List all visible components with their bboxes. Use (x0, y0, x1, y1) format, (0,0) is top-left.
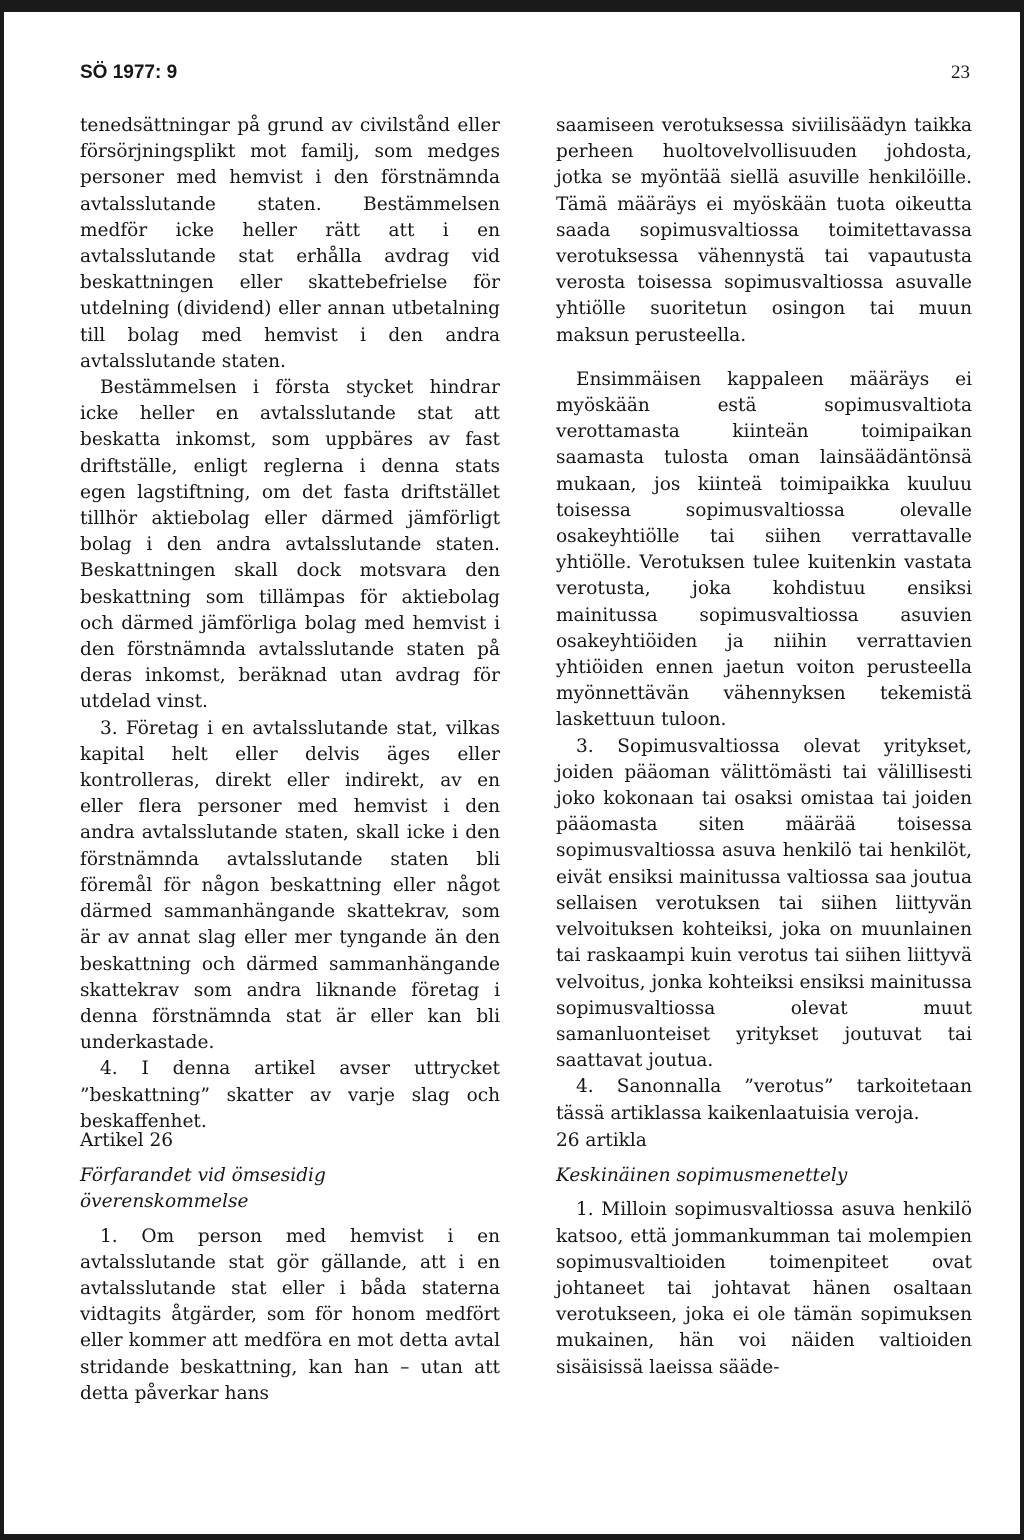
document-reference: SÖ 1977: 9 (80, 62, 178, 83)
running-header (80, 62, 970, 90)
finnish-column (556, 113, 972, 1127)
finnish-paragraph-2: Ensimmäisen kappaleen määräys ei myöskään estä sopimusvaltiota verottamasta kiinteän toimipaikan saamasta tulosta oman lainsäädäntönsä mukaan, jos kiinteä toimipaikka kuuluu toisessa sopimusvaltiossa olevalle osakeyhtiölle tai siihen verrattavalle yhtiölle. Verotuksen tulee kuitenkin vastata verotusta, joka kohdistuu ensiksi mainitussa sopimusvaltiossa asuvien osakeyhtiöiden ja niihin verrattavien yhtiöiden ennen jaetun voiton perusteella myönnettävän vähennyksen tekemistä laskettuun tuloon. (556, 368, 972, 731)
swedish-paragraph-1: tenedsättningar på grund av civilstånd eller försörjningsplikt mot familj, som medges personer med hemvist i den förstnämnda avtalsslutande staten. Bestämmelsen medför icke heller rätt att i en avtalsslutande stat erhålla avdrag vid beskattningen eller skattebefrielse för utdelning (dividend) eller annan utbetalning till bolag med hemvist i den andra avtalsslutande staten. (80, 115, 500, 372)
swedish-column (80, 113, 500, 1135)
page-number: 23 (951, 62, 970, 83)
scan-border-left (0, 0, 4, 1540)
finnish-paragraph-3: 3. Sopimusvaltiossa olevat yritykset, joiden pääoman välittömästi tai välillisesti joko kokonaan tai osaksi omistaa tai joiden pääomasta siten määrää toisessa sopimusvaltiossa asuva henkilö tai henkilöt, eivät ensiksi mainitussa valtiossa saa joutua sellaisen verotuksen tai siihen liittyvän velvoituksen kohteiksi, joka on muunlainen tai raskaampi kuin verotus tai siihen liittyvä velvoitus, jonka kohteiksi ensiksi mainitussa sopimusvaltiossa olevat muut samanluonteiset yritykset joutuvat tai saattavat joutua. (556, 735, 972, 1072)
article-26-swedish (80, 1128, 500, 1407)
scan-border-right (1020, 0, 1024, 1540)
scan-border-top (0, 0, 1024, 12)
scan-border-bottom (0, 1534, 1024, 1540)
swedish-paragraph-2: Bestämmelsen i första stycket hindrar icke heller en avtalsslutande stat att beskatta inkomst, som uppbäres av fast driftställe, enligt reglerna i denna stats egen lagstiftning, om det fasta driftstället tillhör aktiebolag eller därmed jämförligt bolag i den andra avtalsslutande staten. Beskattningen skall dock motsvara den beskattning som tillämpas för aktiebolag och därmed jämförliga bolag med hemvist i den förstnämnda avtalsslutande staten på deras inkomst, beräknad utan avdrag för utdelad vinst. (80, 377, 500, 713)
article-heading: 26 artikla (556, 1130, 647, 1151)
swedish-paragraph-4: 4. I denna artikel avser uttrycket ”beskattning” skatter av varje slag och beskaffenhet. (80, 1058, 500, 1132)
article-heading: Artikel 26 (80, 1130, 174, 1151)
article-subheading: Keskinäinen sopimusmenettely (556, 1165, 848, 1187)
article-body: 1. Om person med hemvist i en avtalsslutande stat gör gällande, att i en avtalsslutande stat eller i båda staterna vidtagits åtgärder, som för honom medfört eller kommer att medföra en mot detta avtal stridande beskattning, kan han – utan att detta påverkar hans (80, 1225, 500, 1404)
article-subheading: Förfarandet vid ömsesidig överenskommelse (80, 1165, 326, 1213)
article-body: 1. Milloin sopimusvaltiossa asuva henkilö katsoo, että jommankumman tai molempien sopimusvaltioiden toimenpiteet ovat johtaneet tai johtavat hänen osaltaan verotukseen, joka ei ole tämän sopimuksen mukainen, hän voi näiden valtioiden sisäisissä laeissa sääde- (556, 1199, 972, 1378)
article-26-finnish (556, 1128, 972, 1381)
swedish-paragraph-3: 3. Företag i en avtalsslutande stat, vilkas kapital helt eller delvis äges eller kontrolleras, direkt eller indirekt, av en eller flera personer med hemvist i den andra avtalsslutande staten, skall icke i den förstnämnda avtalsslutande staten bli föremål för någon beskattning eller något därmed sammanhängande skattekrav, som är av annat slag eller mer tyngande än den beskattning och därmed sammanhängande skattekrav som andra liknande företag i denna förstnämnda stat är eller kan bli underkastade. (80, 717, 500, 1054)
finnish-paragraph-1: saamiseen verotuksessa siviilisäädyn taikka perheen huoltovelvollisuuden johdosta, jotka se myöntää siellä asuville henkilöille. Tämä määräys ei myöskään tuota oikeutta saada sopimusvaltiossa toimitettavassa verotuksessa vähennystä tai vapautusta verosta toisessa sopimusvaltiossa asuvalle yhtiölle suoritetun osingon tai muun maksun perusteella. (556, 115, 972, 346)
finnish-paragraph-4: 4. Sanonnalla ”verotus” tarkoitetaan tässä artiklassa kaikenlaatuisia veroja. (556, 1076, 972, 1124)
